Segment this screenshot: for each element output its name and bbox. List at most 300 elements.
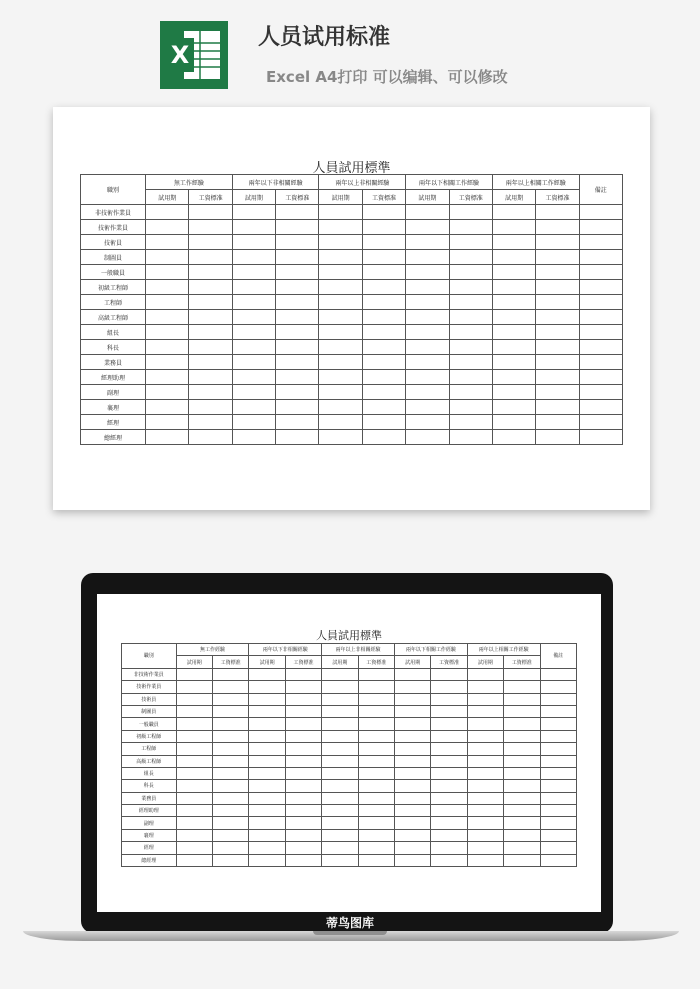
screen-empty-cell — [467, 780, 503, 792]
screen-empty-cell — [176, 780, 212, 792]
empty-cell — [232, 280, 275, 295]
screen-table-row — [122, 780, 577, 792]
screen-empty-cell — [467, 668, 503, 680]
empty-cell — [319, 325, 362, 340]
empty-cell — [492, 310, 535, 325]
empty-cell — [579, 340, 622, 355]
screen-empty-cell — [467, 817, 503, 829]
empty-cell — [449, 295, 492, 310]
empty-cell — [189, 235, 232, 250]
empty-cell — [189, 385, 232, 400]
header — [0, 0, 700, 100]
table-row — [81, 235, 623, 250]
screen-empty-cell — [322, 842, 358, 854]
screen-empty-cell — [285, 854, 321, 866]
screen-row-label: 非技術作業員 — [122, 668, 177, 680]
empty-cell — [362, 220, 405, 235]
screen-row-label: 副理 — [122, 817, 177, 829]
screen-empty-cell — [285, 681, 321, 693]
header-salary: 工資標准 — [362, 190, 405, 205]
screen-row-label: 組長 — [122, 767, 177, 779]
table-row — [81, 385, 623, 400]
table-row — [81, 355, 623, 370]
empty-cell — [449, 280, 492, 295]
empty-cell — [232, 370, 275, 385]
page-subtitle: Excel A4打印 可以编辑、可以修改 — [266, 68, 508, 86]
screen-empty-cell — [322, 829, 358, 841]
empty-cell — [232, 355, 275, 370]
empty-cell — [406, 265, 449, 280]
empty-cell — [449, 265, 492, 280]
table-row — [81, 205, 623, 220]
empty-cell — [362, 430, 405, 445]
empty-cell — [406, 415, 449, 430]
screen-table-row — [122, 755, 577, 767]
header-salary: 工資標准 — [536, 190, 579, 205]
empty-cell — [579, 295, 622, 310]
empty-cell — [492, 280, 535, 295]
empty-cell — [189, 340, 232, 355]
screen-empty-cell — [212, 780, 248, 792]
empty-cell — [406, 205, 449, 220]
empty-cell — [189, 310, 232, 325]
screen-row-label: 經理助理 — [122, 805, 177, 817]
row-label: 工程師 — [81, 295, 146, 310]
empty-cell — [276, 430, 319, 445]
screen-empty-cell — [285, 767, 321, 779]
table-row — [81, 310, 623, 325]
empty-cell — [146, 295, 189, 310]
screen-empty-cell — [540, 805, 577, 817]
screen-empty-cell — [322, 730, 358, 742]
screen-empty-cell — [176, 842, 212, 854]
empty-cell — [492, 415, 535, 430]
empty-cell — [319, 205, 362, 220]
empty-cell — [276, 370, 319, 385]
screen-header-trial: 試用期 — [467, 656, 503, 668]
screen-empty-cell — [467, 805, 503, 817]
screen-table-row — [122, 805, 577, 817]
screen-empty-cell — [322, 668, 358, 680]
screen-row-label: 總經理 — [122, 854, 177, 866]
empty-cell — [406, 220, 449, 235]
empty-cell — [449, 220, 492, 235]
empty-cell — [449, 370, 492, 385]
empty-cell — [449, 355, 492, 370]
screen-table-row — [122, 743, 577, 755]
empty-cell — [146, 355, 189, 370]
screen-empty-cell — [249, 693, 285, 705]
empty-cell — [319, 385, 362, 400]
screen-empty-cell — [467, 705, 503, 717]
empty-cell — [492, 295, 535, 310]
empty-cell — [276, 220, 319, 235]
screen-empty-cell — [504, 780, 540, 792]
empty-cell — [276, 400, 319, 415]
row-label: 業務員 — [81, 355, 146, 370]
empty-cell — [319, 265, 362, 280]
screen-empty-cell — [431, 780, 467, 792]
screen-table-row — [122, 829, 577, 841]
empty-cell — [189, 295, 232, 310]
screen-header-group: 兩年以下非相關經驗 — [249, 644, 322, 656]
screen-table-row — [122, 718, 577, 730]
empty-cell — [232, 220, 275, 235]
screen-empty-cell — [467, 829, 503, 841]
screen-empty-cell — [540, 668, 577, 680]
empty-cell — [319, 280, 362, 295]
empty-cell — [189, 430, 232, 445]
screen-empty-cell — [322, 705, 358, 717]
empty-cell — [579, 430, 622, 445]
row-label: 初級工程師 — [81, 280, 146, 295]
empty-cell — [536, 235, 579, 250]
screen-empty-cell — [394, 767, 430, 779]
screen-empty-cell — [212, 792, 248, 804]
screen-empty-cell — [394, 854, 430, 866]
empty-cell — [232, 430, 275, 445]
screen-table-row — [122, 792, 577, 804]
screen-empty-cell — [504, 730, 540, 742]
empty-cell — [362, 265, 405, 280]
empty-cell — [319, 220, 362, 235]
screen-empty-cell — [431, 730, 467, 742]
empty-cell — [579, 250, 622, 265]
screen-empty-cell — [431, 792, 467, 804]
empty-cell — [362, 325, 405, 340]
empty-cell — [232, 205, 275, 220]
screen-empty-cell — [540, 829, 577, 841]
screen-empty-cell — [431, 805, 467, 817]
screen-row-label: 業務員 — [122, 792, 177, 804]
empty-cell — [232, 385, 275, 400]
screen-header-remark: 備註 — [540, 644, 577, 669]
table-row — [81, 280, 623, 295]
header-salary: 工資標准 — [276, 190, 319, 205]
screen-empty-cell — [431, 767, 467, 779]
laptop-notch — [313, 931, 387, 935]
screen-empty-cell — [394, 792, 430, 804]
empty-cell — [536, 355, 579, 370]
row-label: 副理 — [81, 385, 146, 400]
screen-empty-cell — [358, 755, 394, 767]
screen-empty-cell — [285, 817, 321, 829]
header-trial: 試用期 — [232, 190, 275, 205]
screen-empty-cell — [540, 780, 577, 792]
screen-empty-cell — [394, 668, 430, 680]
empty-cell — [146, 385, 189, 400]
empty-cell — [406, 400, 449, 415]
empty-cell — [319, 370, 362, 385]
screen-empty-cell — [212, 743, 248, 755]
empty-cell — [146, 340, 189, 355]
empty-cell — [319, 310, 362, 325]
empty-cell — [449, 415, 492, 430]
screen-empty-cell — [504, 842, 540, 854]
screen-empty-cell — [504, 705, 540, 717]
screen-empty-cell — [431, 681, 467, 693]
empty-cell — [276, 415, 319, 430]
empty-cell — [406, 340, 449, 355]
empty-cell — [276, 250, 319, 265]
screen-empty-cell — [249, 829, 285, 841]
screen-empty-cell — [249, 792, 285, 804]
screen-header-salary: 工資標准 — [285, 656, 321, 668]
screen-empty-cell — [540, 718, 577, 730]
empty-cell — [146, 430, 189, 445]
empty-cell — [406, 250, 449, 265]
screen-empty-cell — [249, 681, 285, 693]
screen-table-row — [122, 817, 577, 829]
empty-cell — [536, 265, 579, 280]
row-label: 經理助理 — [81, 370, 146, 385]
empty-cell — [362, 355, 405, 370]
empty-cell — [536, 385, 579, 400]
empty-cell — [232, 400, 275, 415]
table-row — [81, 415, 623, 430]
screen-empty-cell — [249, 730, 285, 742]
empty-cell — [319, 400, 362, 415]
screen-empty-cell — [358, 780, 394, 792]
sheet-preview — [53, 107, 650, 510]
empty-cell — [406, 325, 449, 340]
screen-header-trial: 試用期 — [249, 656, 285, 668]
screen-empty-cell — [322, 805, 358, 817]
screen-empty-cell — [176, 829, 212, 841]
screen-empty-cell — [285, 792, 321, 804]
empty-cell — [449, 400, 492, 415]
screen-empty-cell — [176, 755, 212, 767]
empty-cell — [406, 235, 449, 250]
empty-cell — [536, 400, 579, 415]
screen-empty-cell — [212, 817, 248, 829]
screen-empty-cell — [249, 805, 285, 817]
empty-cell — [232, 265, 275, 280]
empty-cell — [276, 280, 319, 295]
screen-empty-cell — [467, 743, 503, 755]
screen-header-salary: 工資標准 — [212, 656, 248, 668]
empty-cell — [146, 310, 189, 325]
row-label: 科長 — [81, 340, 146, 355]
empty-cell — [536, 220, 579, 235]
screen-empty-cell — [467, 854, 503, 866]
screen-empty-cell — [176, 668, 212, 680]
row-label: 技術作業員 — [81, 220, 146, 235]
empty-cell — [232, 235, 275, 250]
empty-cell — [406, 295, 449, 310]
empty-cell — [536, 370, 579, 385]
header-group: 無工作經驗 — [146, 175, 233, 190]
empty-cell — [579, 205, 622, 220]
screen-empty-cell — [212, 842, 248, 854]
screen-empty-cell — [212, 854, 248, 866]
screen-empty-cell — [322, 780, 358, 792]
screen-empty-cell — [249, 842, 285, 854]
empty-cell — [406, 430, 449, 445]
screen-header-trial: 試用期 — [394, 656, 430, 668]
excel-icon — [160, 21, 228, 89]
screen-row-label: 襄理 — [122, 829, 177, 841]
table-row — [81, 325, 623, 340]
table-row — [81, 250, 623, 265]
screen-empty-cell — [249, 755, 285, 767]
screen-empty-cell — [431, 743, 467, 755]
empty-cell — [579, 370, 622, 385]
empty-cell — [362, 205, 405, 220]
empty-cell — [362, 250, 405, 265]
screen-empty-cell — [540, 743, 577, 755]
screen-table-row — [122, 767, 577, 779]
empty-cell — [319, 295, 362, 310]
screen-header-group: 無工作經驗 — [176, 644, 249, 656]
empty-cell — [536, 340, 579, 355]
header-group: 兩年以下相關工作經驗 — [406, 175, 493, 190]
screen-empty-cell — [358, 805, 394, 817]
screen-empty-cell — [358, 829, 394, 841]
screen-empty-cell — [504, 755, 540, 767]
screen-empty-cell — [467, 693, 503, 705]
header-remark: 備註 — [579, 175, 622, 205]
empty-cell — [362, 385, 405, 400]
empty-cell — [319, 340, 362, 355]
screen-empty-cell — [285, 842, 321, 854]
empty-cell — [276, 310, 319, 325]
empty-cell — [362, 235, 405, 250]
empty-cell — [536, 250, 579, 265]
empty-cell — [449, 325, 492, 340]
screen-empty-cell — [467, 755, 503, 767]
empty-cell — [449, 235, 492, 250]
empty-cell — [492, 355, 535, 370]
screen-empty-cell — [431, 842, 467, 854]
empty-cell — [189, 370, 232, 385]
screen-empty-cell — [285, 805, 321, 817]
screen-empty-cell — [322, 693, 358, 705]
empty-cell — [189, 205, 232, 220]
screen-empty-cell — [212, 718, 248, 730]
screen-empty-cell — [358, 693, 394, 705]
empty-cell — [232, 310, 275, 325]
screen-empty-cell — [249, 668, 285, 680]
screen-header-group: 兩年以下相關工作經驗 — [394, 644, 467, 656]
empty-cell — [536, 280, 579, 295]
empty-cell — [579, 385, 622, 400]
screen-empty-cell — [212, 730, 248, 742]
empty-cell — [492, 370, 535, 385]
screen-empty-cell — [176, 854, 212, 866]
screen-empty-cell — [358, 842, 394, 854]
screen-empty-cell — [176, 743, 212, 755]
screen-empty-cell — [212, 829, 248, 841]
empty-cell — [579, 235, 622, 250]
screen-empty-cell — [540, 767, 577, 779]
row-label: 經理 — [81, 415, 146, 430]
screen-empty-cell — [285, 718, 321, 730]
empty-cell — [579, 325, 622, 340]
empty-cell — [146, 325, 189, 340]
screen-empty-cell — [504, 743, 540, 755]
screen-empty-cell — [358, 767, 394, 779]
row-label: 制圖員 — [81, 250, 146, 265]
screen-empty-cell — [249, 705, 285, 717]
empty-cell — [276, 235, 319, 250]
table-row — [81, 430, 623, 445]
header-salary: 工資標准 — [449, 190, 492, 205]
empty-cell — [492, 430, 535, 445]
page-title: 人员试用标准 — [258, 25, 391, 50]
empty-cell — [579, 265, 622, 280]
screen-empty-cell — [358, 668, 394, 680]
empty-cell — [276, 205, 319, 220]
screen-empty-cell — [249, 743, 285, 755]
empty-cell — [362, 295, 405, 310]
screen-row-label: 制圖員 — [122, 705, 177, 717]
screen-empty-cell — [249, 780, 285, 792]
screen-empty-cell — [394, 730, 430, 742]
screen-empty-cell — [540, 755, 577, 767]
screen-empty-cell — [212, 705, 248, 717]
empty-cell — [362, 370, 405, 385]
svg-text:X: X — [170, 41, 190, 69]
screen-row-label: 高級工程師 — [122, 755, 177, 767]
empty-cell — [189, 400, 232, 415]
empty-cell — [449, 385, 492, 400]
empty-cell — [449, 430, 492, 445]
screen-empty-cell — [358, 743, 394, 755]
screen-row-label: 技術員 — [122, 693, 177, 705]
empty-cell — [146, 400, 189, 415]
brand-label: 蒂鸟图库 — [325, 916, 374, 930]
screen-empty-cell — [504, 805, 540, 817]
empty-cell — [189, 355, 232, 370]
screen-empty-cell — [322, 792, 358, 804]
screen-empty-cell — [285, 829, 321, 841]
screen-empty-cell — [212, 681, 248, 693]
screen-empty-cell — [285, 693, 321, 705]
screen-header-trial: 試用期 — [176, 656, 212, 668]
empty-cell — [232, 250, 275, 265]
screen-empty-cell — [394, 805, 430, 817]
screen-empty-cell — [504, 829, 540, 841]
screen-empty-cell — [504, 767, 540, 779]
screen-empty-cell — [467, 730, 503, 742]
empty-cell — [146, 370, 189, 385]
empty-cell — [319, 355, 362, 370]
header-trial: 試用期 — [319, 190, 362, 205]
table-row — [81, 370, 623, 385]
empty-cell — [579, 310, 622, 325]
empty-cell — [579, 415, 622, 430]
empty-cell — [492, 235, 535, 250]
empty-cell — [319, 415, 362, 430]
empty-cell — [276, 265, 319, 280]
empty-cell — [362, 400, 405, 415]
header-group: 兩年以上相關工作經驗 — [492, 175, 579, 190]
screen-empty-cell — [467, 792, 503, 804]
screen-empty-cell — [322, 817, 358, 829]
screen-empty-cell — [176, 693, 212, 705]
empty-cell — [276, 385, 319, 400]
empty-cell — [536, 415, 579, 430]
screen-empty-cell — [249, 817, 285, 829]
row-label: 高級工程師 — [81, 310, 146, 325]
screen-empty-cell — [540, 681, 577, 693]
screen-empty-cell — [504, 681, 540, 693]
screen-row-label: 技術作業員 — [122, 681, 177, 693]
screen-empty-cell — [540, 730, 577, 742]
empty-cell — [232, 295, 275, 310]
screen-empty-cell — [394, 705, 430, 717]
